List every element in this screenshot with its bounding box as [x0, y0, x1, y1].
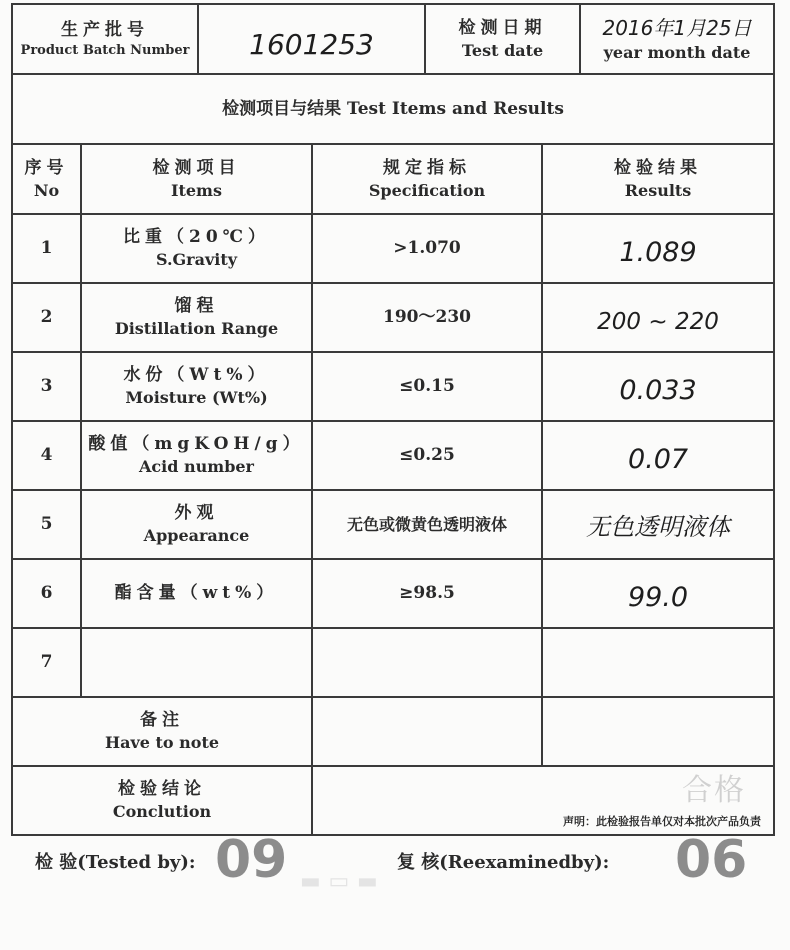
row-result: 200 ~ 220	[542, 283, 774, 352]
section-title-row	[12, 74, 774, 144]
row-spec: >1.070	[312, 214, 542, 283]
row-item	[81, 628, 312, 697]
col-header-items: 检测项目 Items	[81, 144, 312, 214]
disclaimer-statement: 声明：此检验报告单仅对本批次产品负责	[563, 815, 762, 829]
section-title: 检测项目与结果 Test Items and Results	[12, 74, 774, 144]
date-label-zh: 检测日期	[458, 17, 547, 38]
table-row	[12, 628, 774, 697]
bleed-through-icon: ▬ ▭ ▬	[300, 868, 378, 894]
row-result: 1.089	[542, 214, 774, 283]
row-spec: ≤0.15	[312, 352, 542, 421]
date-label-en: Test date	[461, 40, 544, 60]
row-result: 无色透明液体	[542, 490, 774, 559]
remarks-label: 备注 Have to note	[12, 697, 312, 766]
table-row	[12, 214, 774, 283]
conclusion-row	[12, 766, 774, 835]
conclusion-label: 检验结论 Conclution	[12, 766, 312, 835]
batch-label-zh: 生产批号	[61, 19, 149, 40]
inspection-report-table	[11, 3, 775, 836]
row-item: 酸值（mgKOH/g） Acid number	[81, 421, 312, 490]
reexamined-by-code: 06	[675, 830, 748, 890]
row-result	[542, 628, 774, 697]
table-row	[12, 559, 774, 628]
batch-label-cell	[12, 4, 198, 74]
table-row	[12, 490, 774, 559]
table-row	[12, 283, 774, 352]
batch-label-en: Product Batch Number	[20, 42, 190, 58]
table-row	[12, 352, 774, 421]
row-item: 水份（Wt%） Moisture (Wt%)	[81, 352, 312, 421]
row-no: 7	[12, 628, 81, 697]
date-value-cell	[580, 4, 774, 74]
remarks-cell-right	[542, 697, 774, 766]
row-no: 4	[12, 421, 81, 490]
row-item: 比重（20℃） S.Gravity	[81, 214, 312, 283]
row-result: 0.033	[542, 352, 774, 421]
row-no: 2	[12, 283, 81, 352]
col-header-results: 检验结果 Results	[542, 144, 774, 214]
table-row	[12, 421, 774, 490]
tested-by-label: 检 验(Tested by):	[35, 852, 196, 873]
row-result: 0.07	[542, 421, 774, 490]
row-item: 馏程 Distillation Range	[81, 283, 312, 352]
tested-by-code: 09	[215, 830, 288, 890]
column-header-row	[12, 144, 774, 214]
row-item: 酯含量（wt%）	[81, 559, 312, 628]
row-spec: ≤0.25	[312, 421, 542, 490]
date-label-cell	[425, 4, 580, 74]
remarks-row	[12, 697, 774, 766]
date-units-en: year month date	[603, 42, 751, 62]
row-no: 6	[12, 559, 81, 628]
qualified-stamp: 合格	[682, 773, 747, 808]
row-spec: ≥98.5	[312, 559, 542, 628]
date-value: 2016年1月25日	[602, 15, 752, 40]
batch-value-cell	[198, 4, 425, 74]
signature-footer	[35, 832, 775, 892]
row-spec: 190～230	[312, 283, 542, 352]
row-spec: 无色或微黄色透明液体	[312, 490, 542, 559]
batch-value: 1601253	[249, 28, 374, 62]
row-no: 1	[12, 214, 81, 283]
header-row	[12, 4, 774, 74]
row-no: 3	[12, 352, 81, 421]
row-result: 99.0	[542, 559, 774, 628]
col-header-no: 序号 No	[12, 144, 81, 214]
remarks-cell-middle	[312, 697, 542, 766]
col-header-spec: 规定指标 Specification	[312, 144, 542, 214]
row-item: 外观 Appearance	[81, 490, 312, 559]
conclusion-value-cell	[312, 766, 774, 835]
reexamined-by-label: 复 核(Reexaminedby):	[397, 852, 610, 873]
row-spec	[312, 628, 542, 697]
row-no: 5	[12, 490, 81, 559]
reverse-side-bleed-mark	[300, 868, 378, 894]
